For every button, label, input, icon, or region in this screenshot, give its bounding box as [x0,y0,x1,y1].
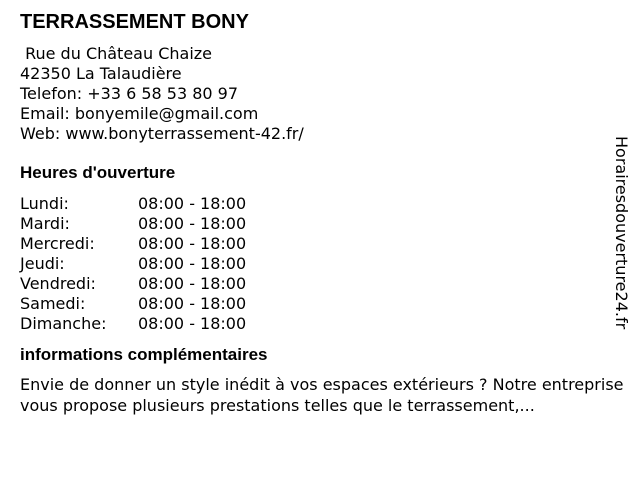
time-range: 08:00 - 18:00 [138,234,247,253]
day-label: Jeudi: [20,254,65,273]
hours-table [20,194,630,334]
address-street: Rue du Château Chaize [20,44,213,63]
time-range: 08:00 - 18:00 [138,214,247,233]
day-label: Samedi: [20,294,86,313]
day-label: Lundi: [20,194,69,213]
day-label: Vendredi: [20,274,96,293]
web-line: Web: www.bonyterrassement-42.fr/ [20,124,304,143]
day-label: Mercredi: [20,234,95,253]
address-city: 42350 La Talaudière [20,64,182,83]
contact-block [20,44,630,144]
email-line: Email: bonyemile@gmail.com [20,104,259,123]
hours-row-thursday [20,254,630,274]
phone-line: Telefon: +33 6 58 53 80 97 [20,84,239,103]
time-range: 08:00 - 18:00 [138,274,247,293]
time-range: 08:00 - 18:00 [138,194,247,213]
hours-row-friday [20,274,630,294]
day-label: Dimanche: [20,314,107,333]
hours-row-tuesday [20,214,630,234]
hours-row-saturday [20,294,630,314]
time-range: 08:00 - 18:00 [138,294,247,313]
business-card [20,8,630,416]
info-description: Envie de donner un style inédit à vos espaces extérieurs ? Notre entreprise vous propose plusieurs prestations telles que le terrassement,... [20,375,624,415]
time-range: 08:00 - 18:00 [138,314,247,333]
info-heading: informations complémentaires [20,345,268,364]
business-name: TERRASSEMENT BONY [20,11,249,33]
hours-heading: Heures d'ouverture [20,163,176,182]
hours-row-sunday [20,314,630,334]
hours-row-monday [20,194,630,214]
time-range: 08:00 - 18:00 [138,254,247,273]
day-label: Mardi: [20,214,70,233]
site-watermark: Horairesdouverture24.fr [612,136,631,330]
hours-row-wednesday [20,234,630,254]
